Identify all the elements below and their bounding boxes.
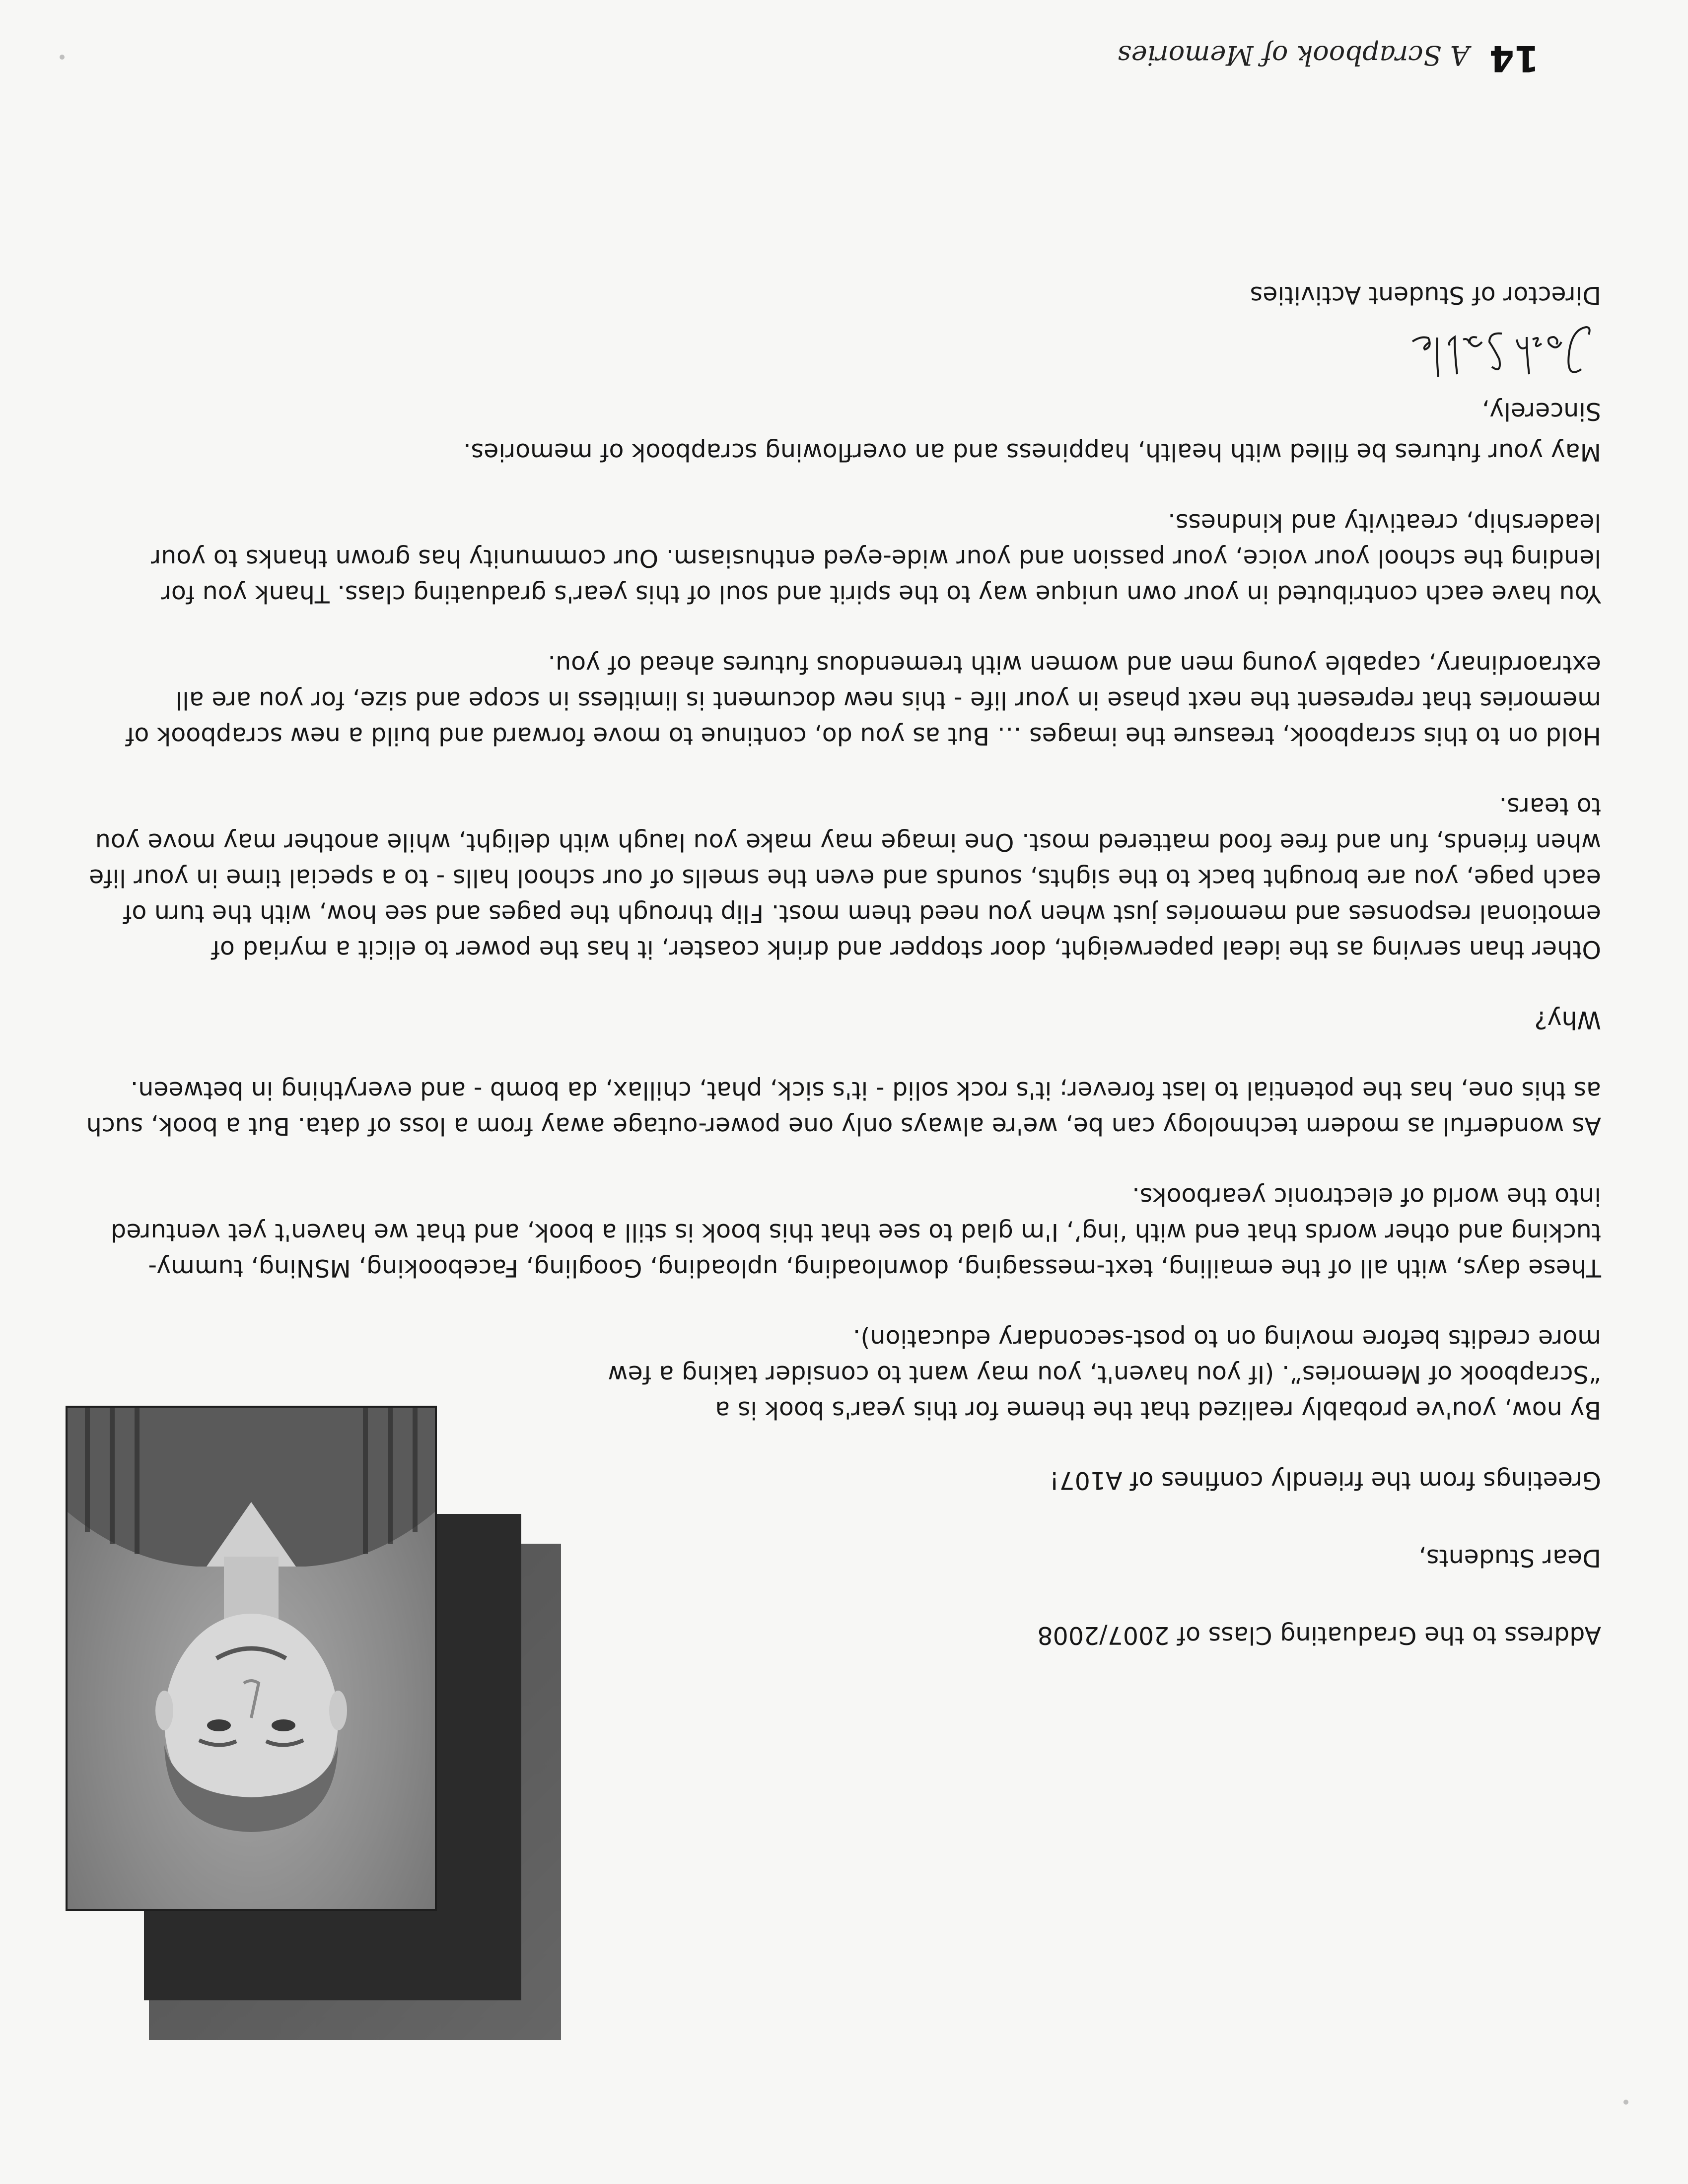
page-number: 14	[1489, 38, 1539, 79]
paragraph: Other than serving as the ideal paperweight, door stopper and drink coaster, it has the power to elicit a myriad of emotional responses and memories just when you need them most. Flip through the pages and see how, with the turn of each page, you are brought back to the sights, sounds and even the smells of our school halls - to a special time in your life when friends, fun and free food mattered most. One image may make you laugh with delight, while another may move you to tears.	[89, 792, 1601, 963]
paragraph: By now, you've probably realized that the theme for this year's book is a “Scrapbook of Memories”. (If you haven't, you may want to consider taking a few more credits before moving on to post-secondary education).	[608, 1324, 1601, 1424]
paragraph: As wonderful as modern technology can be, we're always only one power-outage away from a loss of data. But a book, such as this one, has the potential to last forever; it's rock solid - it's sick, phat, chillax, da bomb - and everything in between.	[86, 1076, 1601, 1140]
running-title: A Scrapbook of Memories	[1117, 40, 1470, 71]
letter-body	[82, 277, 1601, 1653]
greeting: Greetings from the friendly confines of A107!	[1049, 1466, 1601, 1495]
signature	[82, 315, 1601, 389]
salutation: Dear Students,	[1418, 1544, 1601, 1572]
closing: Sincerely,	[1481, 397, 1601, 425]
scan-dot	[1623, 2100, 1628, 2105]
paragraph: These days, with all of the emailing, text-messaging, downloading, uploading, Googling, Facebooking, MSNing, tummy-tucking and other words that end with ‘ing’, I'm glad to see that this book is still a book, and that we haven't yet ventured into the world of electronic yearbooks.	[111, 1182, 1601, 1282]
paragraph: Why?	[1534, 1006, 1601, 1034]
scan-dot	[60, 55, 65, 60]
sign-off	[82, 277, 1601, 429]
paragraph: You have each contributed in your own unique way to the spirit and soul of this year's graduating class. Thank you for lending the school your voice, your passion and your wide-eyed enthusiasm. Our community has grown thanks to your leadership, creativity and kindness.	[151, 508, 1601, 608]
signer-title: Director of Student Activities	[1250, 281, 1601, 309]
page-footer	[1118, 38, 1539, 79]
paragraph: May your futures be filled with health, happiness and an overflowing scrapbook of memories.	[463, 438, 1601, 466]
paragraph: Hold on to this scrapbook, treasure the images … But as you do, continue to move forward and build a new scrapbook of memories that represent the next phase in your life - this new document is limitless in scope and size, for you are all extraordinary, capable young men and women with tremendous futures ahead of you.	[126, 650, 1601, 750]
handwritten-signature	[1388, 315, 1596, 389]
letter-title: Address to the Graduating Class of 2007/2008	[1037, 1621, 1601, 1649]
